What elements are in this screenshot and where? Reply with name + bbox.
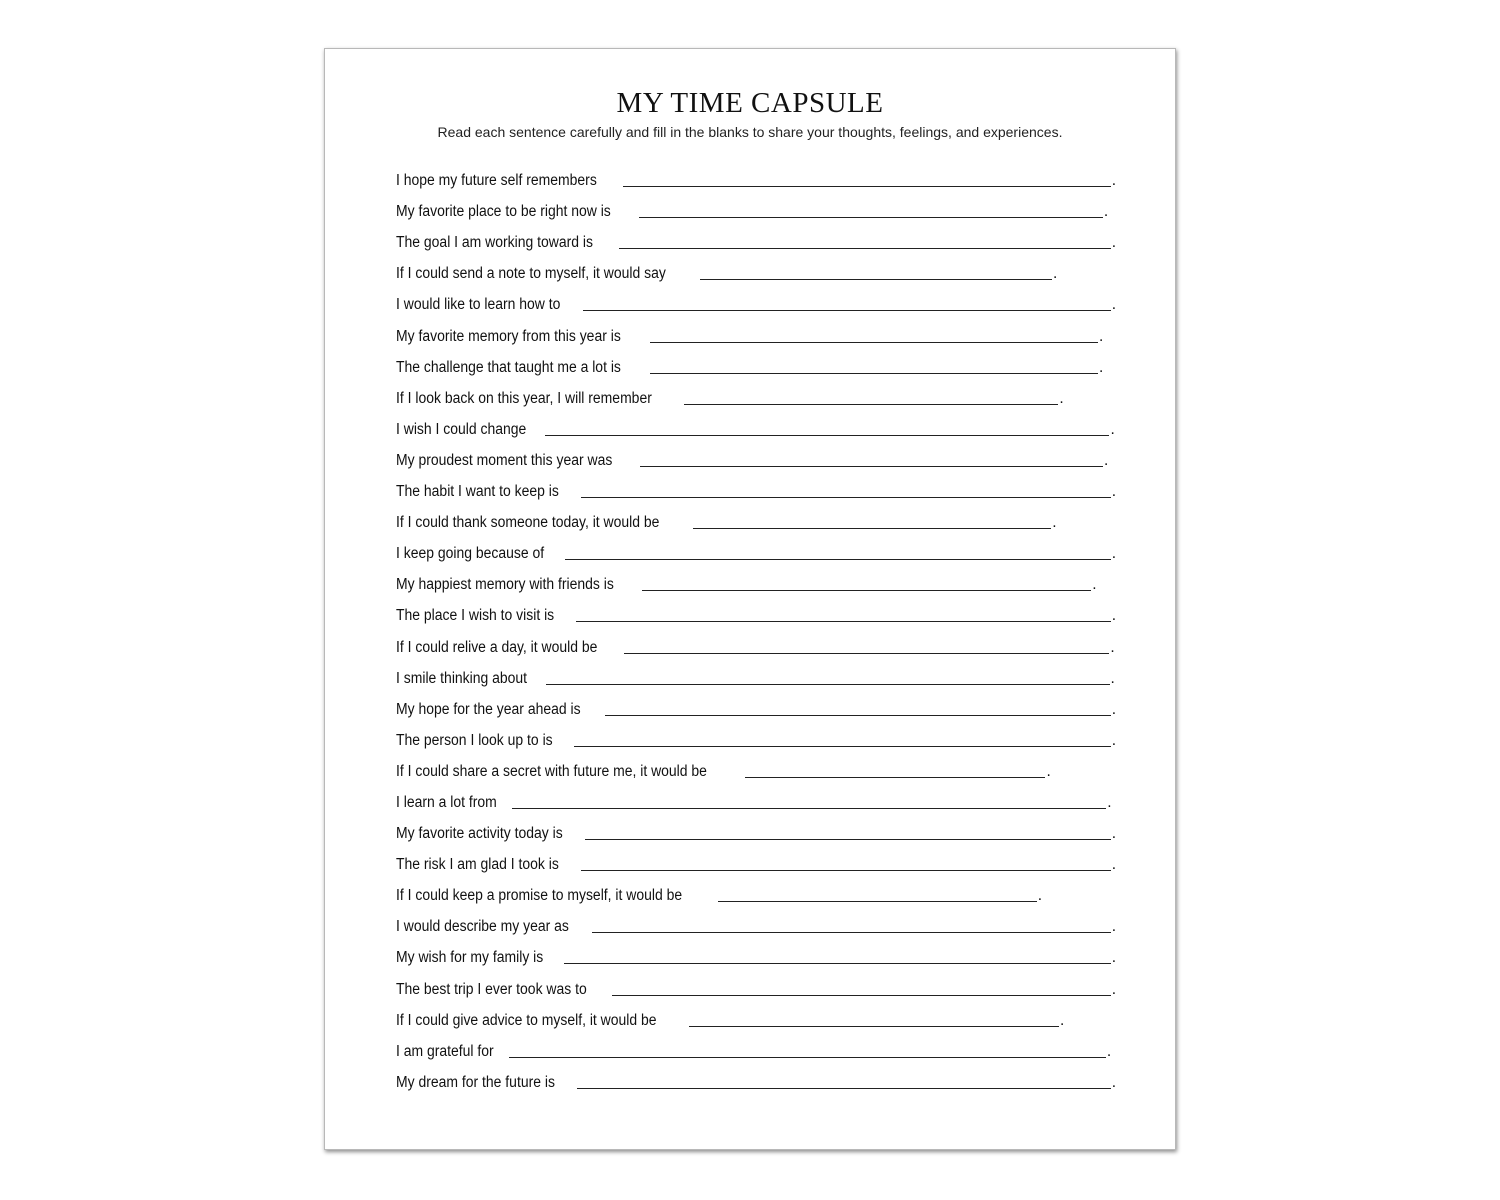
prompt-row (396, 936, 1116, 967)
answer-blank[interactable] (576, 607, 1111, 622)
sentence-period: . (1106, 1042, 1112, 1060)
prompt-text: The habit I want to keep is (396, 483, 559, 501)
prompt-row (396, 657, 1116, 688)
answer-blank[interactable] (619, 234, 1111, 249)
prompt-row (396, 781, 1116, 812)
answer-blank[interactable] (689, 1012, 1058, 1027)
sentence-period: . (1104, 451, 1109, 469)
prompt-row (396, 999, 1116, 1030)
sentence-period: . (1098, 327, 1104, 345)
answer-blank[interactable] (564, 949, 1111, 964)
prompt-row (396, 252, 1116, 283)
prompt-text: I smile thinking about (396, 669, 528, 687)
prompt-text: If I could send a note to myself, it would say (396, 265, 666, 283)
sentence-period: . (1111, 949, 1116, 967)
prompt-text: I wish I could change (396, 420, 527, 438)
sentence-period: . (1111, 700, 1116, 718)
prompt-text: My proudest moment this year was (396, 451, 613, 469)
prompt-row (396, 967, 1116, 998)
sentence-period: . (1111, 856, 1116, 874)
prompt-row (396, 314, 1116, 345)
sentence-period: . (1052, 514, 1057, 532)
answer-blank[interactable] (545, 421, 1110, 436)
prompt-text: If I could give advice to myself, it would be (396, 1011, 657, 1029)
prompt-text: My favorite place to be right now is (396, 203, 611, 221)
prompt-row (396, 159, 1116, 190)
sentence-period: . (1111, 731, 1116, 749)
prompt-text: My happiest memory with friends is (396, 576, 614, 594)
prompt-text: The risk I am glad I took is (396, 856, 559, 874)
prompt-text: If I could relive a day, it would be (396, 638, 598, 656)
prompt-text: My favorite memory from this year is (396, 327, 621, 345)
answer-blank[interactable] (546, 670, 1110, 685)
prompt-row (396, 501, 1116, 532)
prompt-text: I hope my future self remembers (396, 172, 597, 190)
answer-blank[interactable] (565, 545, 1111, 560)
prompt-text: I would describe my year as (396, 918, 569, 936)
sentence-period: . (1111, 1073, 1116, 1091)
prompt-row (396, 1030, 1116, 1061)
answer-blank[interactable] (605, 701, 1111, 716)
answer-blank[interactable] (718, 887, 1037, 902)
sentence-period: . (1111, 980, 1116, 998)
prompt-text: My dream for the future is (396, 1073, 555, 1091)
prompt-text: I keep going because of (396, 545, 545, 563)
answer-blank[interactable] (700, 265, 1052, 280)
answer-blank[interactable] (509, 1043, 1106, 1058)
prompt-text: If I could keep a promise to myself, it would be (396, 887, 683, 905)
prompt-row (396, 377, 1116, 408)
prompt-row (396, 843, 1116, 874)
answer-blank[interactable] (642, 576, 1091, 591)
prompt-row (396, 905, 1116, 936)
prompt-row (396, 408, 1116, 439)
answer-blank[interactable] (693, 514, 1052, 529)
answer-blank[interactable] (650, 328, 1098, 343)
sentence-period: . (1092, 576, 1097, 594)
sentence-period: . (1111, 296, 1116, 314)
prompt-text: If I look back on this year, I will remember (396, 389, 652, 407)
prompt-row (396, 812, 1116, 843)
prompt-row (396, 563, 1116, 594)
prompt-text: I am grateful for (396, 1042, 494, 1060)
worksheet-page (324, 48, 1176, 1150)
prompt-text: If I could share a secret with future me, it would be (396, 762, 707, 780)
prompt-text: I learn a lot from (396, 793, 497, 811)
sentence-period: . (1111, 483, 1116, 501)
prompt-row (396, 594, 1116, 625)
prompt-row (396, 283, 1116, 314)
answer-blank[interactable] (512, 794, 1106, 809)
prompt-row (396, 719, 1116, 750)
prompt-text: The goal I am working toward is (396, 234, 593, 252)
sentence-period: . (1059, 1011, 1065, 1029)
sentence-period: . (1110, 420, 1115, 438)
sentence-period: . (1111, 918, 1116, 936)
prompt-list (396, 159, 1116, 1092)
answer-blank[interactable] (639, 203, 1103, 218)
sentence-period: . (1111, 234, 1116, 252)
answer-blank[interactable] (577, 1074, 1111, 1089)
prompt-text: My wish for my family is (396, 949, 544, 967)
prompt-text: The place I wish to visit is (396, 607, 555, 625)
answer-blank[interactable] (684, 390, 1058, 405)
sentence-period: . (1037, 887, 1043, 905)
sentence-period: . (1052, 265, 1058, 283)
answer-blank[interactable] (624, 639, 1110, 654)
sentence-period: . (1110, 638, 1115, 656)
prompt-row (396, 346, 1116, 377)
page-title: MY TIME CAPSULE (616, 87, 884, 119)
sentence-period: . (1110, 669, 1115, 687)
instructions-text: Read each sentence carefully and fill in the blanks to share your thoughts, feelings, and experiences. (437, 124, 1063, 140)
answer-blank[interactable] (583, 296, 1111, 311)
sentence-period: . (1111, 825, 1116, 843)
prompt-text: The best trip I ever took was to (396, 980, 587, 998)
sentence-period: . (1059, 389, 1064, 407)
answer-blank[interactable] (581, 856, 1111, 871)
prompt-row (396, 221, 1116, 252)
prompt-text: If I could thank someone today, it would be (396, 514, 660, 532)
answer-blank[interactable] (623, 172, 1111, 187)
prompt-text: My favorite activity today is (396, 825, 563, 843)
sentence-period: . (1098, 358, 1104, 376)
prompt-text: My hope for the year ahead is (396, 700, 581, 718)
prompt-row (396, 1061, 1116, 1092)
sentence-period: . (1111, 607, 1116, 625)
answer-blank[interactable] (650, 359, 1098, 374)
answer-blank[interactable] (581, 483, 1111, 498)
prompt-row (396, 874, 1116, 905)
prompt-row (396, 532, 1116, 563)
prompt-text: The person I look up to is (396, 731, 553, 749)
prompt-text: The challenge that taught me a lot is (396, 358, 621, 376)
prompt-row (396, 625, 1116, 656)
answer-blank[interactable] (745, 763, 1045, 778)
answer-blank[interactable] (640, 452, 1103, 467)
sentence-period: . (1103, 203, 1109, 221)
prompt-row (396, 750, 1116, 781)
answer-blank[interactable] (592, 918, 1111, 933)
prompt-row (396, 470, 1116, 501)
prompt-row (396, 439, 1116, 470)
sentence-period: . (1046, 762, 1051, 780)
sentence-period: . (1107, 793, 1112, 811)
prompt-text: I would like to learn how to (396, 296, 561, 314)
answer-blank[interactable] (574, 732, 1111, 747)
answer-blank[interactable] (612, 981, 1111, 996)
prompt-row (396, 688, 1116, 719)
sentence-period: . (1111, 172, 1116, 190)
sentence-period: . (1111, 545, 1116, 563)
prompt-row (396, 190, 1116, 221)
answer-blank[interactable] (585, 825, 1110, 840)
